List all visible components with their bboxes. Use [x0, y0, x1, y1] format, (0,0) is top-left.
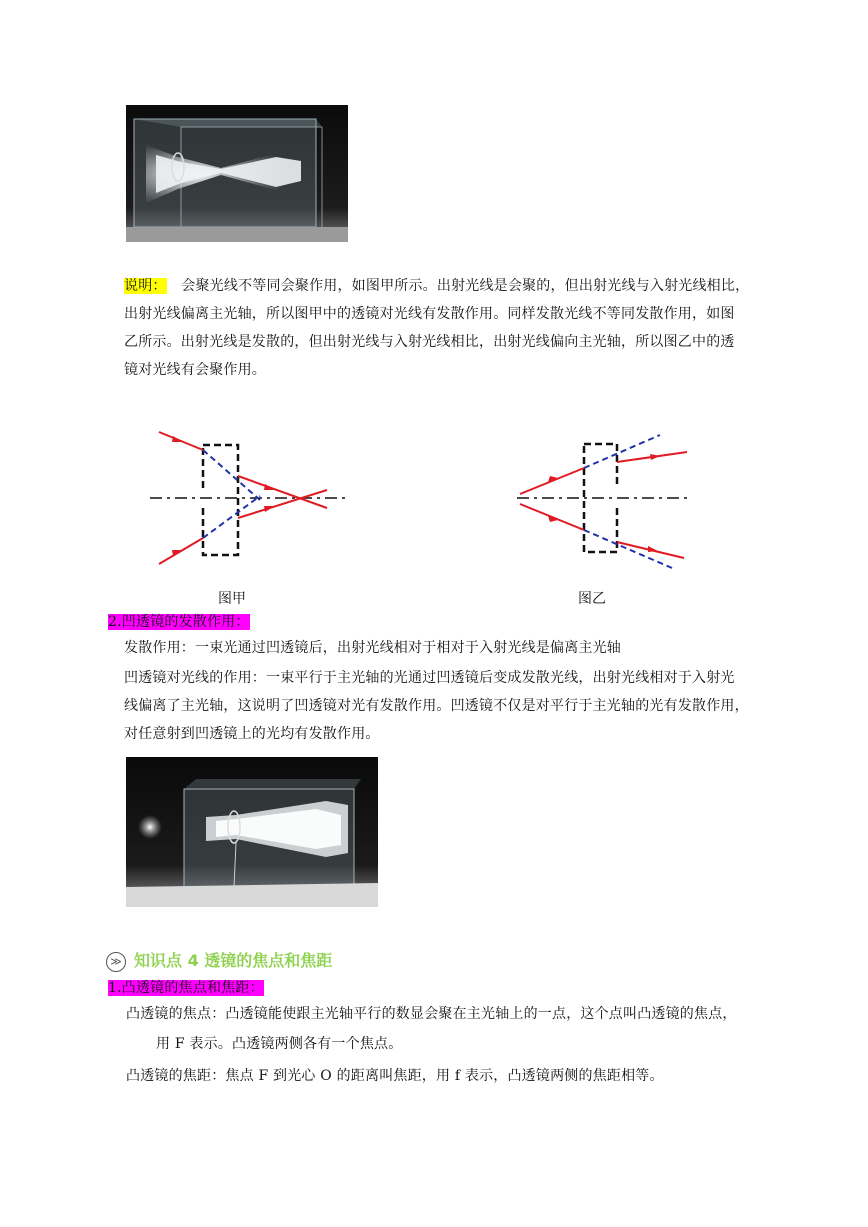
concave-heading: 2.凹透镜的发散作用： [108, 614, 250, 630]
diagram-yi [512, 430, 697, 570]
lens-outline [203, 445, 238, 555]
explanation-line-1: 说明： 会聚光线不等同会聚作用，如图甲所示。出射光线是会聚的，但出射光线与入射光线相比， [124, 278, 750, 294]
photo-convex-lens-tank [126, 105, 348, 242]
explanation-line-4: 镜对光线有会聚作用。 [124, 362, 266, 378]
double-chevron-icon: ≫ [106, 952, 126, 972]
convex-focal-length: 凸透镜的焦距：焦点 F 到光心 O 的距离叫焦距，用 f 表示，凸透镜两侧的焦距相等。 [126, 1068, 664, 1084]
concave-line-1: 凹透镜对光线的作用：一束平行于主光轴的光通过凹透镜后变成发散光线，出射光线相对于入射光 [124, 670, 735, 686]
convex-focus-heading: 1.凸透镜的焦点和焦距： [108, 980, 264, 996]
explanation-label: 说明： [124, 278, 167, 294]
knowledge-point-4-heading [106, 948, 332, 972]
incident-ray-bottom [520, 504, 584, 530]
caption-jia: 图甲 [218, 591, 246, 607]
extension-bottom [584, 530, 672, 568]
explanation-line-2: 出射光线偏离主光轴，所以图甲中的透镜对光线有发散作用。同样发散光线不等同发散作用，如图 [124, 306, 735, 322]
diagram-jia [145, 420, 355, 575]
explanation-paragraph [124, 272, 794, 384]
concave-definition: 发散作用：一束光通过凹透镜后，出射光线相对于相对于入射光线是偏离主光轴 [124, 640, 621, 656]
extension-top [584, 435, 660, 468]
extension-top [203, 450, 260, 500]
knowledge-point-4-title: 知识点 4 透镜的焦点和焦距 [134, 951, 333, 970]
concave-paragraph [124, 664, 794, 748]
extension-bottom [203, 496, 260, 538]
explanation-line-3: 乙所示。出射光线是发散的，但出射光线与入射光线相比，出射光线偏向主光轴，所以图乙中的透 [124, 334, 735, 350]
convex-focus-line-2: 用 F 表示。凸透镜两侧各有一个焦点。 [156, 1036, 403, 1052]
incident-ray-top [520, 468, 584, 494]
concave-line-3: 对任意射到凹透镜上的光均有发散作用。 [124, 726, 380, 742]
concave-line-2: 线偏离了主光轴，这说明了凹透镜对光有发散作用。凹透镜不仅是对平行于主光轴的光有发散作用， [124, 698, 749, 714]
convex-focus-line-1: 凸透镜的焦点：凸透镜能使跟主光轴平行的数显会聚在主光轴上的一点，这个点叫凸透镜的焦点， [126, 1006, 737, 1022]
caption-yi: 图乙 [578, 591, 606, 607]
photo-concave-lens-tank [126, 757, 378, 907]
